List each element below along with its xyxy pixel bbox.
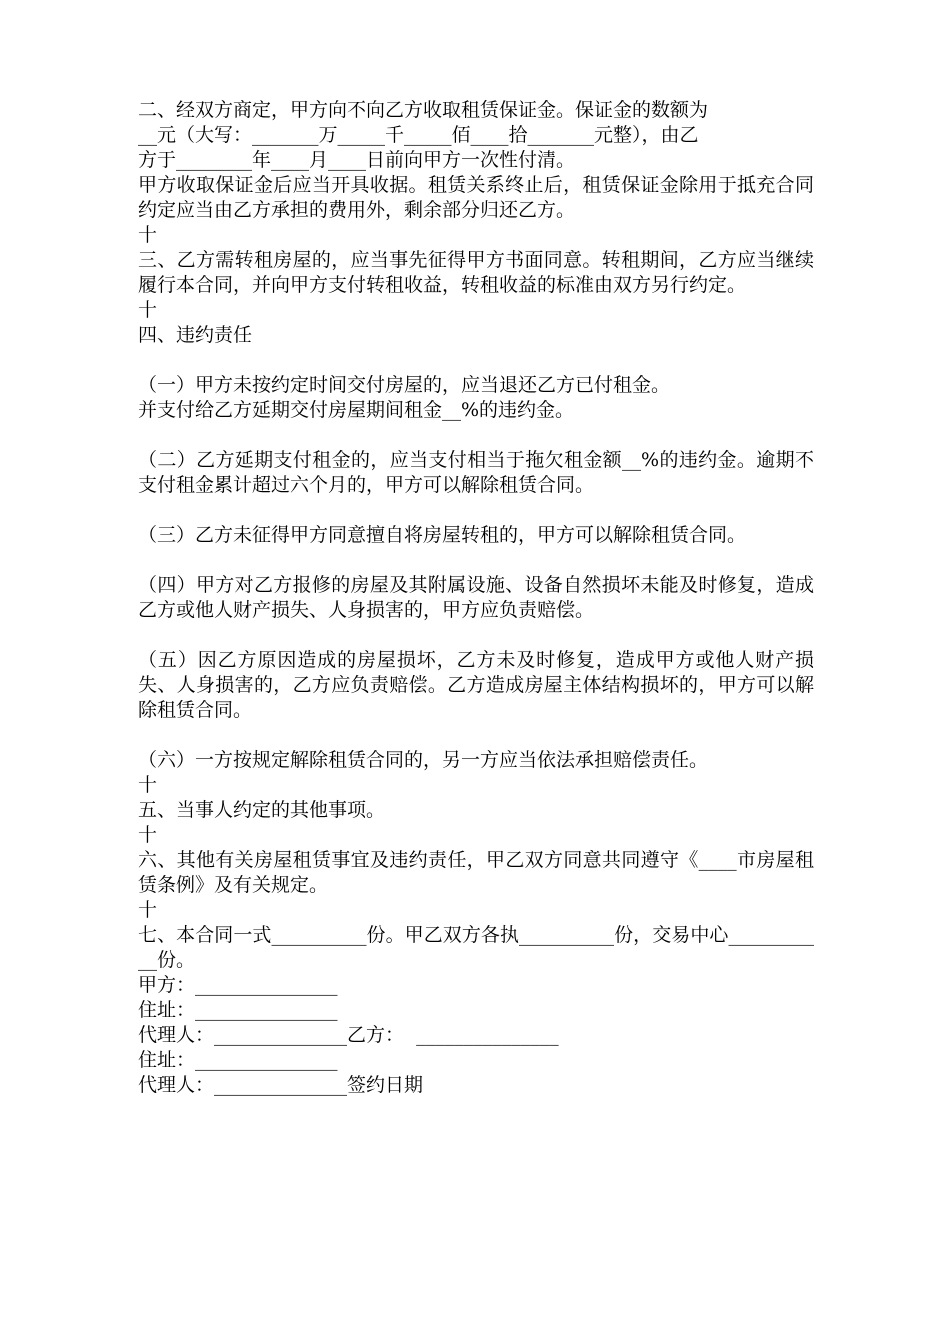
section-marker: 十 (138, 299, 158, 321)
signature-block (138, 973, 814, 1098)
breach-item-2: （二）乙方延期支付租金的，应当支付相当于拖欠租金额__%的违约金。逾期不支付租金累计超过六个月的，甲方可以解除租赁合同。 (138, 449, 814, 496)
agent-and-signing-date-line: 代理人：______________签约日期 (138, 1074, 424, 1096)
section-2-line-1: 二、经双方商定，甲方向不向乙方收取租赁保证金。保证金的数额为 (138, 99, 709, 121)
section-7-copies: 七、本合同一式__________份。甲乙双方各执__________份，交易中心___________份。 (138, 924, 814, 971)
section-5-other-matters: 五、当事人约定的其他事项。 (138, 799, 386, 821)
spacer (138, 723, 814, 748)
spacer (138, 423, 814, 448)
spacer (138, 348, 814, 373)
party-a-address-line: 住址：_______________ (138, 999, 338, 1021)
breach-item-5: （五）因乙方原因造成的房屋损坏，乙方未及时修复，造成甲方或他人财产损失、人身损害的，乙方应负责赔偿。乙方造成房屋主体结构损坏的，甲方可以解除租赁合同。 (138, 649, 814, 721)
breach-item-1-line-1: （一）甲方未按约定时间交付房屋的，应当退还乙方已付租金。 (138, 374, 671, 396)
section-4-heading: 四、违约责任 (138, 324, 253, 346)
section-marker: 十 (138, 774, 158, 796)
spacer (138, 548, 814, 573)
section-marker: 十 (138, 824, 158, 846)
section-marker: 十 (138, 899, 158, 921)
breach-item-1-line-2: 并支付给乙方延期交付房屋期间租金__%的违约金。 (138, 399, 575, 421)
party-a-line: 甲方：_______________ (138, 974, 338, 996)
section-marker: 十 (138, 224, 158, 246)
agent-and-party-b-line: 代理人：______________乙方： _______________ (138, 1024, 559, 1046)
breach-item-3: （三）乙方未征得甲方同意擅自将房屋转租的，甲方可以解除租赁合同。 (138, 524, 747, 546)
spacer (138, 623, 814, 648)
section-6-regulations: 六、其他有关房屋租赁事宜及违约责任，甲乙双方同意共同遵守《____市房屋租赁条例》及有关规定。 (138, 849, 814, 896)
section-2-deposit-paragraph: 甲方收取保证金后应当开具收据。租赁关系终止后，租赁保证金除用于抵充合同约定应当由乙方承担的费用外，剩余部分归还乙方。 (138, 174, 814, 221)
section-2-line-3: 方于________年____月____日前向甲方一次性付清。 (138, 149, 576, 171)
section-2-line-2: __元（大写：_______万_____千_____佰____拾_______元整），由乙 (138, 124, 699, 146)
party-b-address-line: 住址：_______________ (138, 1049, 338, 1071)
contract-body (138, 98, 814, 1098)
breach-item-6: （六）一方按规定解除租赁合同的，另一方应当依法承担赔偿责任。 (138, 749, 709, 771)
breach-item-4: （四）甲方对乙方报修的房屋及其附属设施、设备自然损坏未能及时修复，造成乙方或他人财产损失、人身损害的，甲方应负责赔偿。 (138, 574, 814, 621)
section-3-sublease: 三、乙方需转租房屋的，应当事先征得甲方书面同意。转租期间，乙方应当继续履行本合同，并向甲方支付转租收益，转租收益的标准由双方另行约定。 (138, 249, 814, 296)
spacer (138, 498, 814, 523)
